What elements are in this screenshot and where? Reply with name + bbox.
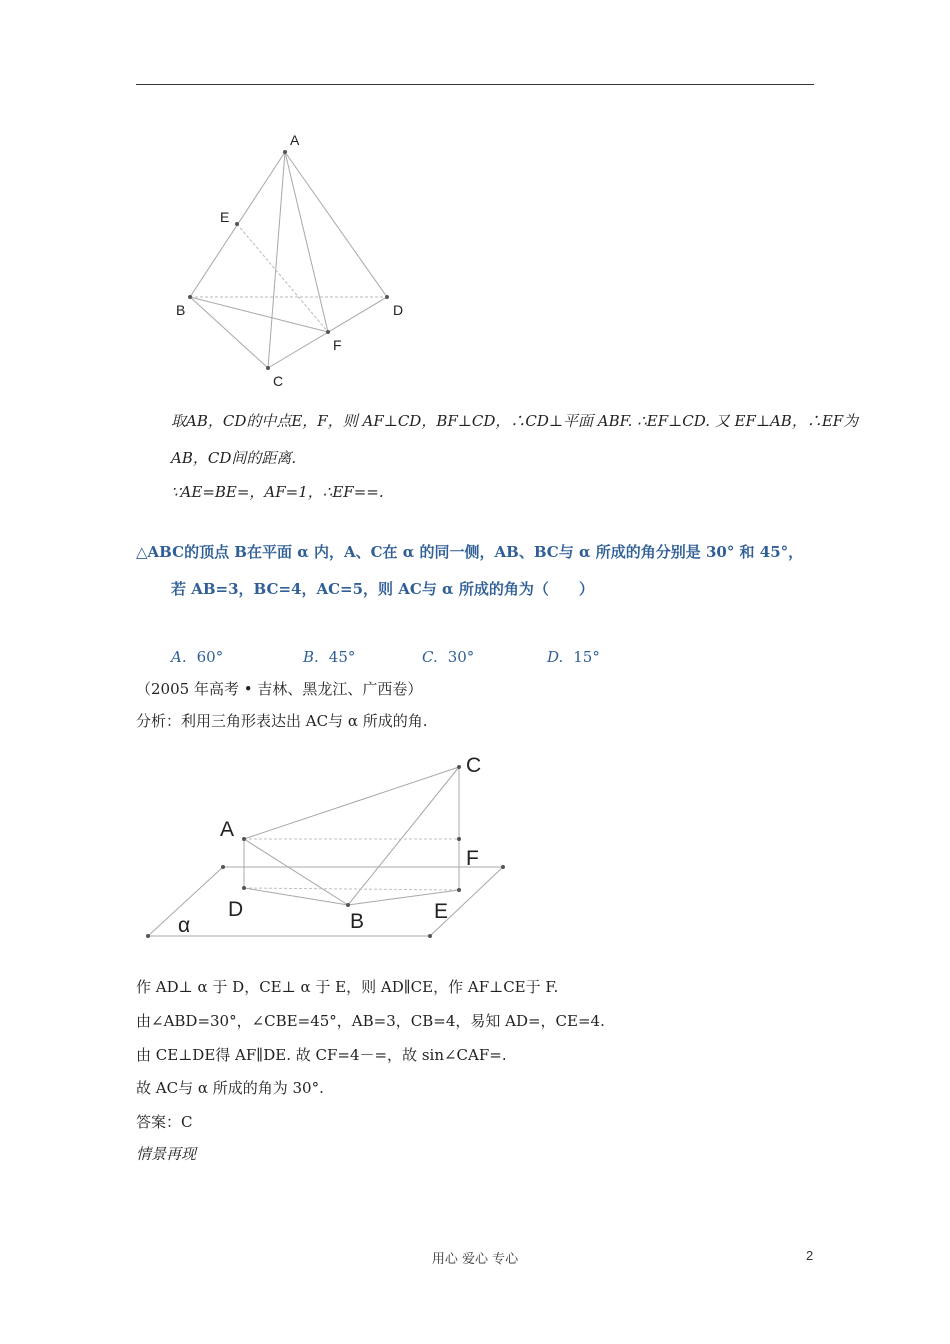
analysis-line: 分析：利用三角形表达出 AC与 α 所成的角. [136,712,428,730]
footer-text: 用心 爱心 专心 [431,1252,519,1267]
section-heading: 情景再现 [136,1145,197,1163]
option-d [547,648,600,666]
option-b-letter: B. [303,648,319,666]
label2-D: D [228,898,244,921]
label-F: F [333,337,342,353]
label-A: A [290,132,300,148]
solution-line-4: 故 AC与 α 所成的角为 30°. [136,1079,324,1097]
text-line-3: ∵AE=BE=，AF=1，∴EF==. [171,483,384,501]
option-a-letter: A. [171,648,187,666]
label2-A: A [220,818,235,841]
label2-C: C [466,754,482,777]
question-line-1: △ABC的顶点 B在平面 α 内，A、C在 α 的同一侧，AB、BC与 α 所成的角分别是 30° 和 45°， [136,543,804,561]
option-b-value: 45° [328,648,356,666]
text-line-1: 取AB，CD的中点E，F，则 AF⊥CD，BF⊥CD，∴CD⊥平面 ABF. ∴EF⊥CD. 又 EF⊥AB，∴EF为 [171,412,859,430]
option-c [422,648,474,666]
source-line: （2005 年高考 • 吉林、黑龙江、广西卷） [136,680,423,698]
label2-B: B [350,910,365,933]
solution-line-2: 由∠ABD=30°，∠CBE=45°，AB=3，CB=4，易知 AD=，CE=4. [136,1012,605,1030]
label-C: C [273,373,284,389]
header-rule [136,84,814,85]
label2-E: E [434,900,449,923]
label-B: B [176,302,186,318]
plane-figure [130,745,530,945]
option-a [171,648,223,666]
label2-alpha: α [178,914,191,937]
answer-line: 答案：C [136,1113,193,1131]
option-c-letter: C. [422,648,438,666]
tetrahedron-figure [160,125,430,395]
question-line-2: 若 AB=3，BC=4，AC=5，则 AC与 α 所成的角为（ ） [171,580,594,598]
option-c-value: 30° [447,648,475,666]
option-d-letter: D. [547,648,564,666]
option-a-value: 60° [196,648,224,666]
option-b [303,648,355,666]
label2-F: F [466,847,479,870]
label-D: D [393,302,404,318]
page-number: 2 [806,1248,814,1263]
text-line-2: AB，CD间的距离. [171,449,297,467]
solution-line-3: 由 CE⊥DE得 AF∥DE. 故 CF=4－=，故 sin∠CAF=. [136,1046,507,1064]
label-E: E [220,209,230,225]
solution-line-1: 作 AD⊥ α 于 D，CE⊥ α 于 E，则 AD∥CE，作 AF⊥CE于 F. [136,978,559,996]
option-d-value: 15° [573,648,600,666]
